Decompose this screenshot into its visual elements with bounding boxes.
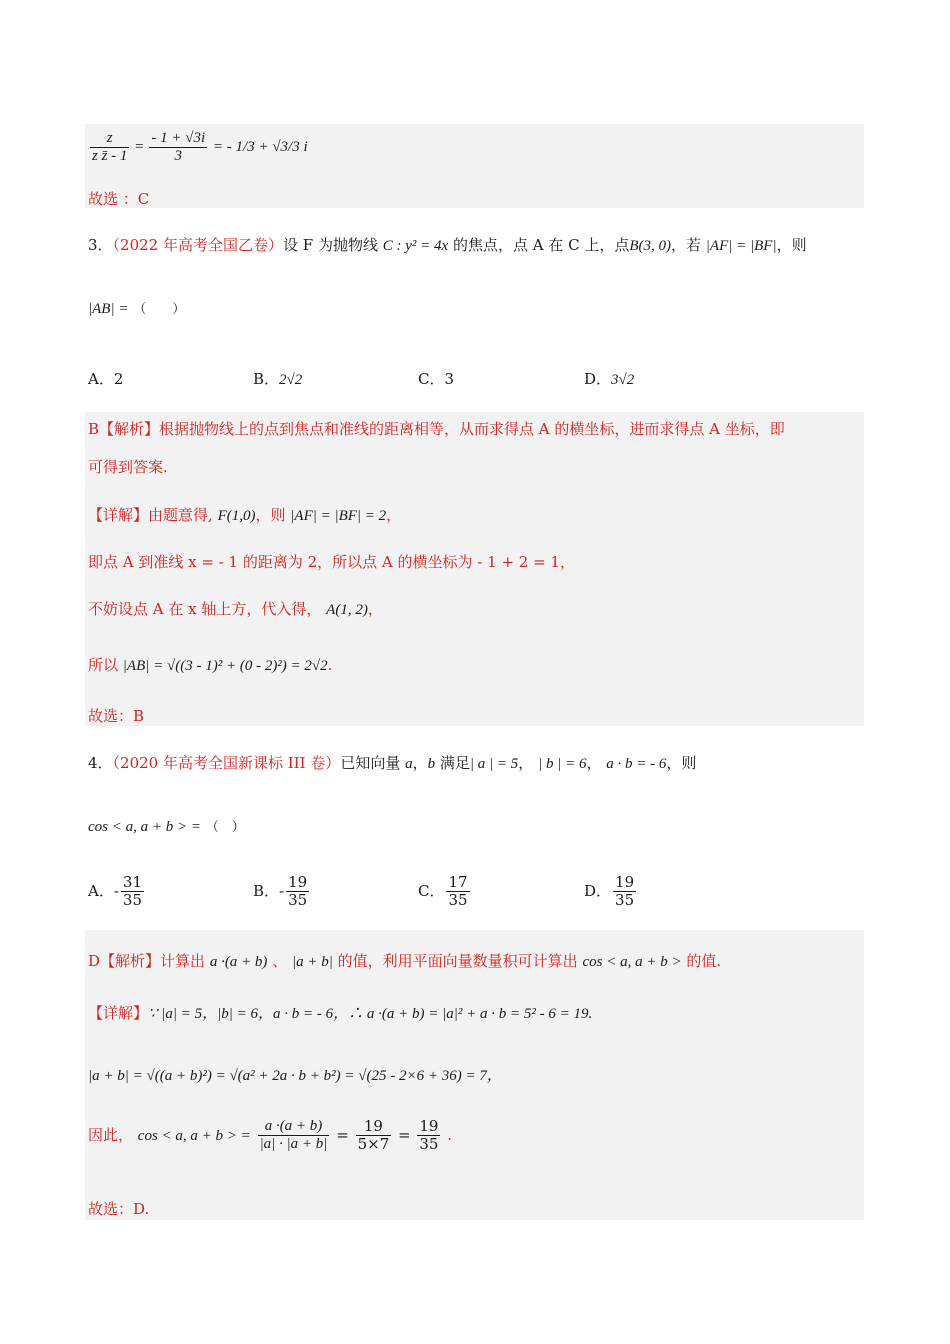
option-d[interactable]: D．3√2 [584, 370, 635, 388]
option-d[interactable]: D． $\frac{19}{35}$ [584, 873, 635, 910]
answer-q4: 故选：D. [88, 1200, 150, 1218]
question-4-ask: cos < a, a + b > = （ ） [88, 819, 245, 835]
analysis-q4: D【解析】计算出 a ·(a + b) 、 |a + b| 的值，利用平面向量数量积可计算出 cos < a, a + b > 的值. [88, 952, 722, 970]
detail-q3-line4: 所以 |AB| = √((3 - 1)² + (0 - 2)²) = 2√2. [88, 656, 333, 674]
option-c[interactable]: C．3 [418, 370, 455, 388]
option-b[interactable]: B．- $\frac{19}{35}$ [253, 873, 308, 910]
analysis-q3-line1: B【解析】根据抛物线上的点到焦点和准线的距离相等，从而求得点 A 的横坐标，进而求得点 A 坐标，即 [88, 420, 785, 438]
option-a[interactable]: A．2 [88, 370, 124, 388]
question-3-ask: |AB| = （ ） [88, 301, 186, 317]
option-c[interactable]: C． $\frac{17}{35}$ [418, 873, 468, 910]
detail-q4-line1: 【详解】∵ |a| = 5，|b| = 6，a · b = - 6，∴ a ·(a + b) = |a|² + a · b = 5² - 6 = 19. [88, 1004, 593, 1022]
detail-q3-line1: 【详解】由题意得, F(1,0)，则 |AF| = |BF| = 2， [88, 506, 402, 524]
option-a[interactable]: A．- $\frac{31}{35}$ [88, 873, 143, 910]
question-4-stem: 4．（2020 年高考全国新课标 III 卷）已知向量 a，b 满足| a | = 5， | b | = 6， a · b = - 6，则 [88, 754, 697, 772]
detail-q3-line2: 即点 A 到准线 x = - 1 的距离为 2，所以点 A 的横坐标为 - 1 + 2 = 1， [88, 553, 575, 571]
answer-q2: 故选 ：C [88, 190, 150, 208]
option-b[interactable]: B．2√2 [253, 370, 303, 388]
equation-complex: $\frac{z}{\text{z z̄ - 1}}$ = $\frac{- 1 + √3i}{3}$ = - 1/3 + √3/3 i [92, 130, 308, 165]
detail-q3-line3: 不妨设点 A 在 x 轴上方，代入得， A(1, 2)， [88, 600, 383, 618]
detail-q4-line3: 因此， cos < a, a + b > = $\frac{a \cdot(a + b)}{|a| \cdot |a + b|}$ = $\frac{19}{5\times 7}$ = $\frac{19}{35}$ . [88, 1117, 453, 1154]
detail-q4-line2: |a + b| = √((a + b)²) = √(a² + 2a · b + b²) = √(25 - 2×6 + 36) = 7， [88, 1068, 502, 1084]
analysis-q3-line2: 可得到答案. [88, 458, 168, 476]
question-3-stem: 3．（2022 年高考全国乙卷）设 F 为抛物线 C : y² = 4x 的焦点，点 A 在 C 上，点B(3, 0)，若 |AF| = |BF|，则 [88, 236, 807, 254]
answer-q3: 故选：B [88, 707, 145, 725]
